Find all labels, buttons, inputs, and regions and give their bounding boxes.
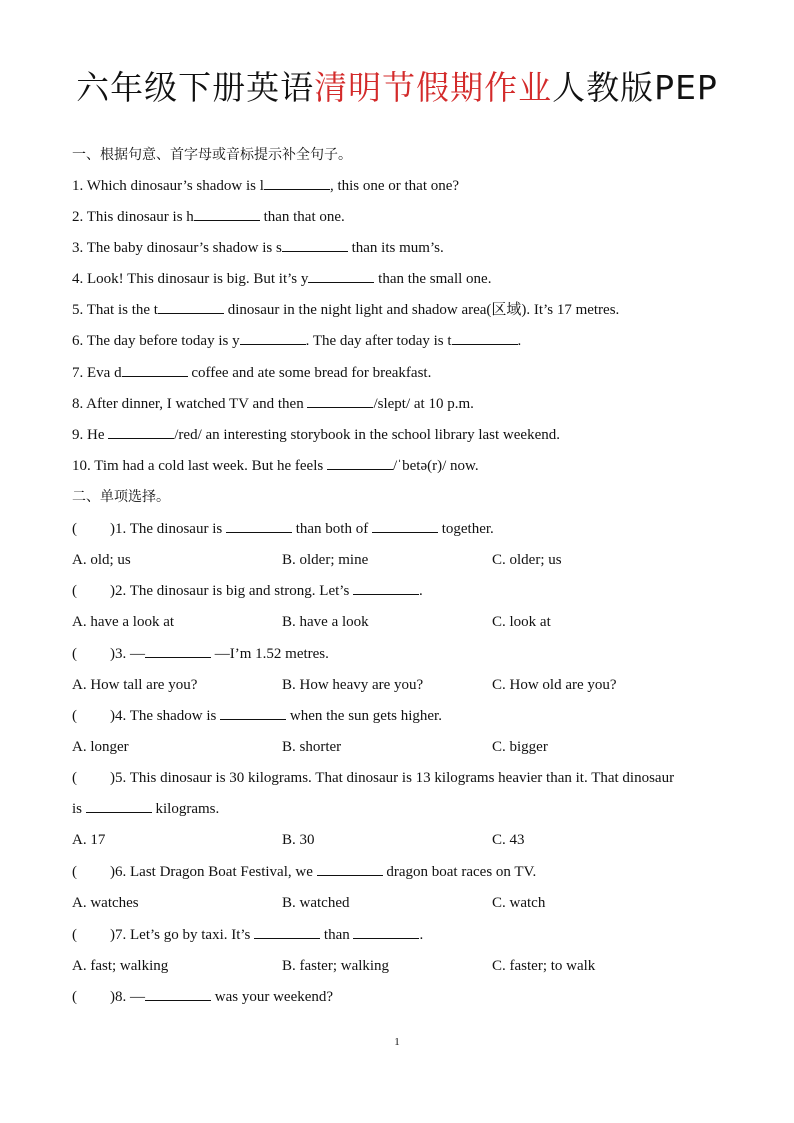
blank[interactable] — [145, 987, 211, 1001]
option-b[interactable]: B. How heavy are you? — [282, 677, 424, 693]
blank[interactable] — [86, 799, 152, 813]
option-a[interactable]: A. longer — [72, 739, 129, 755]
blank[interactable] — [145, 644, 211, 658]
option-c[interactable]: C. 43 — [492, 832, 525, 848]
blank[interactable] — [254, 925, 320, 939]
blank[interactable] — [122, 363, 188, 377]
title-part-1: 六年级下册英语 — [76, 68, 315, 107]
option-a[interactable]: A. 17 — [72, 832, 106, 848]
question-5: ( )5. This dinosaur is 30 kilograms. That dinosaur is 13 kilograms heavier than it. That dinosaur — [72, 770, 675, 786]
section1-heading: 一、根据句意、首字母或音标提示补全句子。 — [72, 147, 352, 163]
blank[interactable] — [158, 300, 224, 314]
option-a[interactable]: A. fast; walking — [72, 958, 169, 974]
question-6: ( )6. Last Dragon Boat Festival, we dragon boat races on TV. — [72, 864, 537, 880]
fill-item-1: 1. Which dinosaur’s shadow is l , this one or that one? — [72, 178, 460, 194]
option-a[interactable]: A. How tall are you? — [72, 677, 198, 693]
option-a[interactable]: A. watches — [72, 895, 139, 911]
blank[interactable] — [264, 176, 330, 190]
blank[interactable] — [108, 425, 174, 439]
option-c[interactable]: C. bigger — [492, 739, 548, 755]
fill-item-8: 8. After dinner, I watched TV and then /slept/ at 10 p.m. — [72, 396, 474, 412]
question-7: ( )7. Let’s go by taxi. It’s than . — [72, 927, 424, 943]
fill-item-6: 6. The day before today is y . The day after today is t . — [72, 333, 522, 349]
fill-item-2: 2. This dinosaur is h than that one. — [72, 209, 345, 225]
blank[interactable] — [308, 269, 374, 283]
option-b[interactable]: B. 30 — [282, 832, 315, 848]
option-c[interactable]: C. older; us — [492, 552, 562, 568]
blank[interactable] — [327, 456, 393, 470]
blank[interactable] — [372, 519, 438, 533]
fill-item-9: 9. He /red/ an interesting storybook in the school library last weekend. — [72, 427, 560, 443]
option-a[interactable]: A. old; us — [72, 552, 131, 568]
blank[interactable] — [452, 331, 518, 345]
option-c[interactable]: C. How old are you? — [492, 677, 617, 693]
page-number: 1 — [394, 1036, 400, 1048]
question-1: ( )1. The dinosaur is than both of together. — [72, 521, 494, 537]
title-part-2: 清明节假期作业 — [314, 68, 553, 107]
title-part-3: 人教版PEP — [552, 68, 718, 107]
blank[interactable] — [194, 207, 260, 221]
page-title — [0, 66, 794, 110]
option-b[interactable]: B. watched — [282, 895, 350, 911]
fill-item-3: 3. The baby dinosaur’s shadow is s than its mum’s. — [72, 240, 444, 256]
fill-item-10: 10. Tim had a cold last week. But he feels /ˈbetə(r)/ now. — [72, 458, 479, 474]
question-4: ( )4. The shadow is when the sun gets higher. — [72, 708, 442, 724]
blank[interactable] — [307, 394, 373, 408]
option-c[interactable]: C. watch — [492, 895, 546, 911]
blank[interactable] — [226, 519, 292, 533]
fill-item-4: 4. Look! This dinosaur is big. But it’s y than the small one. — [72, 271, 492, 287]
blank[interactable] — [353, 925, 419, 939]
option-a[interactable]: A. have a look at — [72, 614, 175, 630]
question-3: ( )3. — —I’m 1.52 metres. — [72, 646, 329, 662]
blank[interactable] — [240, 331, 306, 345]
blank[interactable] — [353, 581, 419, 595]
blank[interactable] — [282, 238, 348, 252]
option-b[interactable]: B. faster; walking — [282, 958, 390, 974]
option-b[interactable]: B. shorter — [282, 739, 342, 755]
fill-item-7: 7. Eva d coffee and ate some bread for breakfast. — [72, 365, 432, 381]
option-c[interactable]: C. look at — [492, 614, 551, 630]
blank[interactable] — [317, 862, 383, 876]
option-c[interactable]: C. faster; to walk — [492, 958, 596, 974]
blank[interactable] — [220, 706, 286, 720]
option-b[interactable]: B. have a look — [282, 614, 369, 630]
question-5-continued: is kilograms. — [72, 801, 220, 817]
question-8: ( )8. — was your weekend? — [72, 989, 334, 1005]
fill-item-5: 5. That is the t dinosaur in the night light and shadow area(区域). It’s 17 metres. — [72, 302, 620, 318]
section2-heading: 二、单项选择。 — [72, 489, 170, 505]
question-2: ( )2. The dinosaur is big and strong. Let’s . — [72, 583, 423, 599]
option-b[interactable]: B. older; mine — [282, 552, 369, 568]
